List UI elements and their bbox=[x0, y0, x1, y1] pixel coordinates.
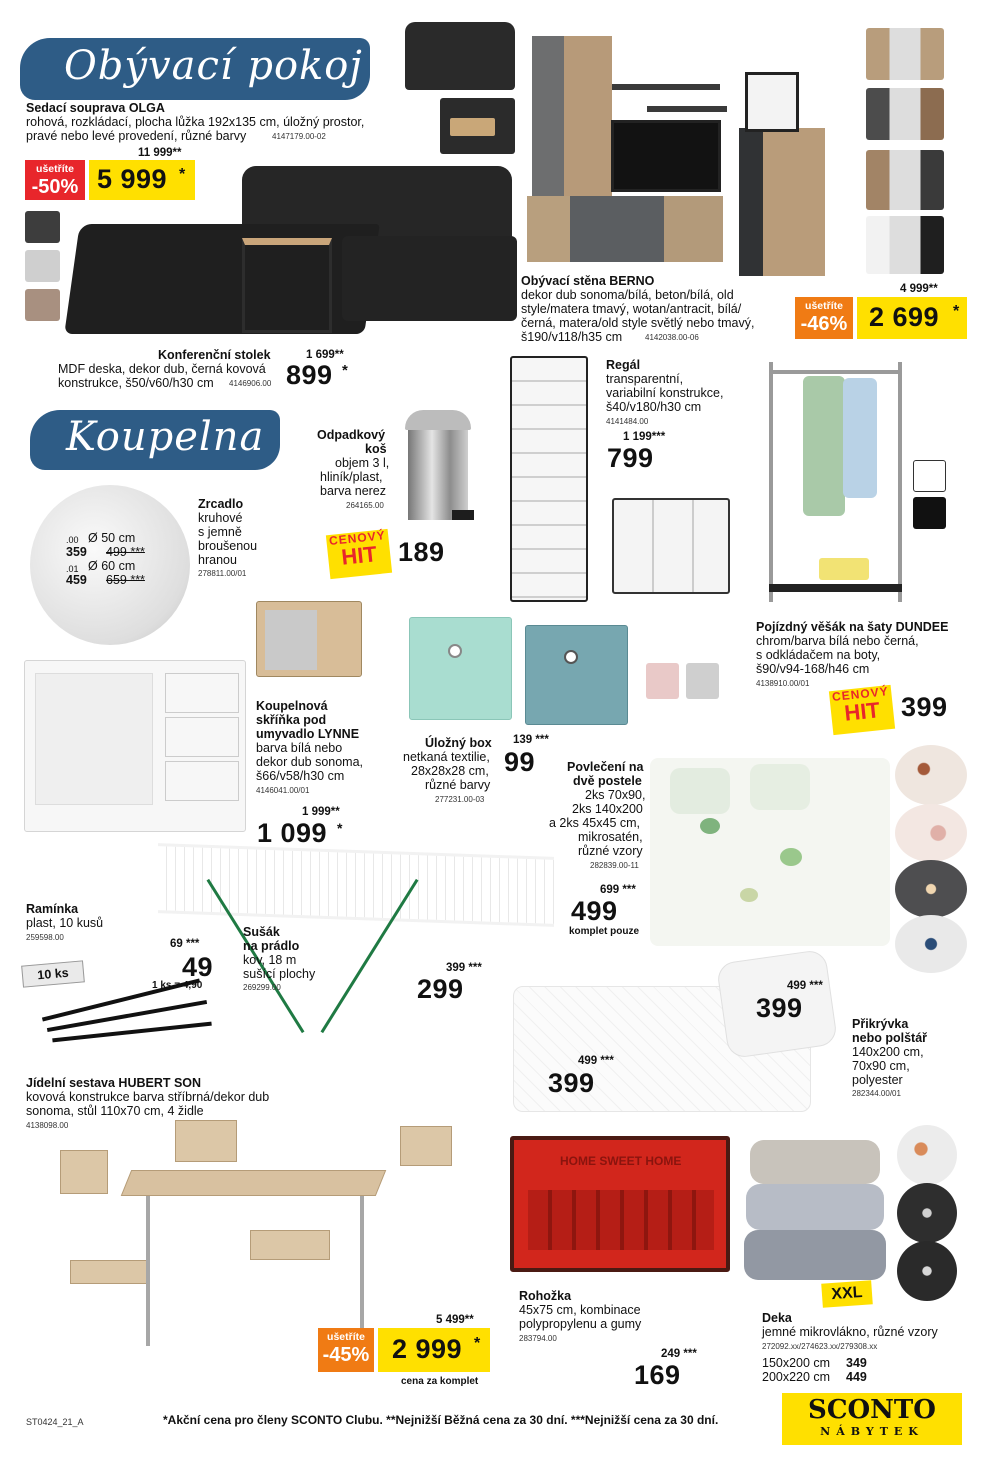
hubert-name: Jídelní sestava HUBERT SON bbox=[26, 1076, 202, 1090]
vesak-price-hit-badge bbox=[829, 685, 895, 735]
susak-name-1: Sušák bbox=[243, 925, 280, 939]
vesak-code: 4138910.00/01 bbox=[756, 679, 810, 688]
rohozka-mat-text: HOME SWEET HOME bbox=[560, 1154, 682, 1168]
rohozka-old-price: 249 *** bbox=[661, 1348, 697, 1360]
olga-color-swatch-light[interactable] bbox=[25, 250, 60, 282]
kos-trash-can-image bbox=[400, 410, 478, 525]
lynne-oak-cabinet-image bbox=[256, 601, 362, 677]
rohozka-price: 169 bbox=[634, 1360, 681, 1390]
zrcadlo-row1-size: Ø 50 cm bbox=[88, 531, 136, 545]
berno-variant-2-image bbox=[866, 88, 944, 140]
prikryvka-desc-3: polyester bbox=[852, 1073, 903, 1087]
lynne-price: 1 099 bbox=[257, 818, 328, 848]
regal-shelf-image bbox=[510, 356, 588, 602]
berno-variant-4-image bbox=[866, 216, 944, 274]
box-blue-image bbox=[525, 625, 628, 725]
susak-desc-2: sušící plochy bbox=[243, 967, 316, 981]
zrcadlo-row2-price: 459 bbox=[66, 573, 87, 587]
footer-note: *Akční cena pro členy SCONTO Clubu. **Nejnižší Běžná cena za 30 dní. ***Nejnižší cena za 30 dní. bbox=[163, 1413, 719, 1427]
zrcadlo-row2-code: .01 bbox=[66, 564, 79, 574]
vesak-hit-big: HIT bbox=[843, 697, 882, 726]
olga-price: 5 999 bbox=[97, 164, 168, 194]
lynne-name-2: skříňka pod bbox=[256, 713, 327, 727]
lynne-old-price: 1 999** bbox=[302, 806, 340, 818]
deka-xxl-badge: XXL bbox=[821, 1280, 873, 1307]
zrcadlo-row1-price: 359 bbox=[66, 545, 87, 559]
povleceni-name-2: dvě postele bbox=[573, 774, 642, 788]
berno-desc-1: dekor dub sonoma/bílá, beton/bílá, old bbox=[521, 288, 734, 302]
vesak-hit-small: CENOVÝ bbox=[831, 684, 890, 705]
vesak-desc-1: chrom/barva bílá nebo černá, bbox=[756, 634, 919, 648]
prikryvka-pillow-old-price: 499 *** bbox=[787, 980, 823, 992]
berno-old-price: 4 999** bbox=[900, 283, 938, 295]
box-desc-3: různé barvy bbox=[425, 778, 491, 792]
lynne-name-1: Koupelnová bbox=[256, 699, 328, 713]
olga-price-star: * bbox=[179, 166, 186, 183]
deka-pattern-3-image bbox=[897, 1241, 957, 1301]
hubert-old-price: 5 499** bbox=[436, 1314, 474, 1326]
lynne-price-star: * bbox=[337, 820, 343, 836]
prikryvka-duvet-price: 399 bbox=[548, 1068, 595, 1098]
rohozka-code: 283794.00 bbox=[519, 1334, 557, 1343]
kos-desc-3: barva nerez bbox=[320, 484, 387, 498]
hubert-price-box bbox=[378, 1328, 490, 1372]
susak-old-price: 399 *** bbox=[446, 962, 482, 974]
berno-save-pct: -46% bbox=[800, 313, 848, 335]
povleceni-desc-2: 2ks 140x200 bbox=[572, 802, 643, 816]
regal-desc-2: variabilní konstrukce, bbox=[606, 386, 724, 400]
hubert-desc-1: kovová konstrukce barva stříbrná/dekor dub bbox=[26, 1090, 270, 1104]
regal-old-price: 1 199*** bbox=[623, 431, 666, 443]
box-desc-2: 28x28x28 cm, bbox=[411, 764, 489, 778]
box-mint-image bbox=[409, 617, 512, 720]
povleceni-code: 282839.00-11 bbox=[590, 861, 639, 870]
lynne-desc-3: š66/v58/h30 cm bbox=[256, 769, 345, 783]
rohozka-desc-2: polypropylenu a gumy bbox=[519, 1317, 642, 1331]
rohozka-desc-1: 45x75 cm, kombinace bbox=[519, 1303, 641, 1317]
povleceni-pattern-2-image bbox=[895, 804, 967, 862]
hubert-price: 2 999 bbox=[392, 1334, 463, 1364]
box-old-price: 139 *** bbox=[513, 734, 549, 746]
regal-desc-3: š40/v180/h30 cm bbox=[606, 400, 702, 414]
berno-price: 2 699 bbox=[869, 302, 940, 332]
regal-code: 4141484.00 bbox=[606, 417, 649, 426]
deka-price-2: 449 bbox=[846, 1370, 867, 1384]
section-banner-living-room bbox=[20, 38, 370, 100]
sconto-logo-top: SCONTO bbox=[808, 1395, 936, 1425]
hubert-save-badge bbox=[318, 1328, 374, 1372]
lynne-code: 4146041.00/01 bbox=[256, 786, 310, 795]
berno-desc-3: černá, matera/old style světlý nebo tmavý, bbox=[521, 316, 755, 330]
lynne-white-cabinet-image bbox=[24, 660, 246, 832]
berno-desc-4: š190/v118/h35 cm bbox=[521, 330, 623, 344]
povleceni-desc-4: mikrosatén, bbox=[578, 830, 643, 844]
section-title-bathroom: Koupelna bbox=[66, 414, 265, 460]
lynne-desc-2: dekor dub sonoma, bbox=[256, 755, 364, 769]
box-color-swatch-grey[interactable] bbox=[686, 663, 719, 699]
prikryvka-name-1: Přikrývka bbox=[852, 1017, 909, 1031]
zrcadlo-row2-old: 659 *** bbox=[106, 573, 145, 587]
olga-save-pct: -50% bbox=[31, 176, 79, 198]
raminka-price: 49 bbox=[182, 952, 214, 982]
susak-price: 299 bbox=[417, 974, 464, 1004]
hubert-note: cena za komplet bbox=[401, 1376, 479, 1387]
lynne-name-3: umyvadlo LYNNE bbox=[256, 727, 360, 741]
regal-desc-1: transparentní, bbox=[606, 372, 684, 386]
olga-desc-2: pravé nebo levé provedení, různé barvy bbox=[26, 129, 247, 143]
stolek-name: Konferenční stolek bbox=[158, 348, 271, 362]
berno-wall-unit-image bbox=[527, 24, 827, 274]
deka-price-1: 349 bbox=[846, 1356, 867, 1370]
povleceni-desc-5: různé vzory bbox=[578, 844, 643, 858]
zrcadlo-desc-3: broušenou bbox=[198, 539, 258, 553]
prikryvka-code: 282344.00/01 bbox=[852, 1089, 901, 1098]
lynne-desc-1: barva bílá nebo bbox=[256, 741, 343, 755]
raminka-old-price: 69 *** bbox=[170, 938, 200, 950]
box-desc-1: netkaná textilie, bbox=[403, 750, 490, 764]
prikryvka-desc-1: 140x200 cm, bbox=[852, 1045, 924, 1059]
kos-desc-1: objem 3 l, bbox=[335, 456, 390, 470]
zrcadlo-desc-1: kruhové bbox=[198, 511, 243, 525]
kos-hit-small: CENOVÝ bbox=[328, 528, 387, 549]
deka-pattern-2-image bbox=[897, 1183, 957, 1243]
berno-price-star: * bbox=[953, 303, 960, 320]
box-code: 277231.00-03 bbox=[435, 795, 485, 804]
olga-save-label: ušetříte bbox=[36, 163, 74, 175]
stolek-desc-1: MDF deska, dekor dub, černá kovová bbox=[58, 362, 266, 376]
deka-code: 272092.xx/274623.xx/279308.xx bbox=[762, 1342, 878, 1351]
povleceni-name-1: Povlečení na bbox=[567, 760, 644, 774]
deka-pattern-1-image bbox=[897, 1125, 957, 1185]
olga-color-swatch-brown[interactable] bbox=[25, 289, 60, 321]
deka-name: Deka bbox=[762, 1311, 792, 1325]
box-name: Úložný box bbox=[425, 736, 492, 750]
vesak-color-swatch-black[interactable] bbox=[913, 497, 946, 529]
hubert-price-star: * bbox=[474, 1335, 481, 1352]
povleceni-pattern-3-image bbox=[895, 860, 967, 918]
deka-size-2: 200x220 cm bbox=[762, 1370, 831, 1384]
povleceni-note: komplet pouze bbox=[569, 926, 640, 937]
sofa-storage-detail-image bbox=[440, 98, 515, 154]
susak-desc-1: kov, 18 m bbox=[243, 953, 297, 967]
zrcadlo-code: 278811.00/01 bbox=[198, 569, 247, 578]
olga-color-swatch-dark[interactable] bbox=[25, 211, 60, 243]
stolek-price: 899 bbox=[286, 360, 333, 390]
povleceni-desc-1: 2ks 70x90, bbox=[585, 788, 646, 802]
deka-desc: jemné mikrovlákno, různé vzory bbox=[762, 1325, 938, 1339]
hubert-code: 4138098.00 bbox=[26, 1121, 69, 1130]
berno-variant-1-image bbox=[866, 28, 944, 80]
box-color-swatch-pink[interactable] bbox=[646, 663, 679, 699]
section-banner-bathroom bbox=[30, 410, 280, 470]
zrcadlo-row2-size: Ø 60 cm bbox=[88, 559, 136, 573]
stolek-price-star: * bbox=[342, 362, 348, 379]
box-price: 99 bbox=[504, 747, 536, 777]
berno-variant-3-image bbox=[866, 150, 944, 210]
zrcadlo-row1-code: .00 bbox=[66, 535, 79, 545]
povleceni-pattern-4-image bbox=[895, 915, 967, 973]
hubert-save-pct: -45% bbox=[322, 1344, 370, 1366]
vesak-price: 399 bbox=[901, 692, 948, 722]
kos-price-hit-badge bbox=[326, 529, 392, 579]
vesak-rack-image bbox=[763, 362, 911, 618]
susak-code: 269299.00 bbox=[243, 983, 281, 992]
kos-name-2: koš bbox=[365, 442, 387, 456]
olga-code: 4147179.00-02 bbox=[272, 132, 326, 141]
olga-old-price: 11 999** bbox=[138, 147, 182, 159]
olga-sofa-image bbox=[72, 166, 520, 350]
prikryvka-name-2: nebo polštář bbox=[852, 1031, 928, 1045]
vesak-name: Pojízdný věšák na šaty DUNDEE bbox=[756, 620, 949, 634]
zrcadlo-name: Zrcadlo bbox=[198, 497, 244, 511]
zrcadlo-desc-2: s jemně bbox=[198, 525, 242, 539]
berno-save-badge bbox=[795, 297, 853, 339]
raminka-unit-price: 1 ks = 4,90 bbox=[152, 980, 203, 991]
vesak-desc-2: s odkládačem na boty, bbox=[756, 648, 881, 662]
susak-dryer-image bbox=[158, 836, 558, 1052]
berno-save-label: ušetříte bbox=[805, 300, 843, 312]
prikryvka-desc-2: 70x90 cm, bbox=[852, 1059, 910, 1073]
rohozka-name: Rohožka bbox=[519, 1289, 572, 1303]
prikryvka-duvet-old-price: 499 *** bbox=[578, 1055, 614, 1067]
sofa-bed-detail-image bbox=[405, 22, 515, 90]
susak-name-2: na prádlo bbox=[243, 939, 300, 953]
kos-hit-big: HIT bbox=[340, 541, 379, 570]
deka-size-1: 150x200 cm bbox=[762, 1356, 831, 1370]
vesak-color-swatch-white[interactable] bbox=[913, 460, 946, 492]
regal-shoe-rack-image bbox=[612, 498, 730, 594]
berno-price-box bbox=[857, 297, 967, 339]
zrcadlo-row1-old: 499 *** bbox=[106, 545, 145, 559]
regal-price: 799 bbox=[607, 443, 654, 473]
povleceni-desc-3: a 2ks 45x45 cm, bbox=[549, 816, 641, 830]
section-title-living-room: Obývací pokoj bbox=[64, 43, 363, 89]
berno-code: 4142038.00-06 bbox=[645, 333, 699, 342]
raminka-name: Ramínka bbox=[26, 902, 79, 916]
kos-code: 264165.00 bbox=[346, 501, 384, 510]
hubert-save-label: ušetříte bbox=[327, 1331, 365, 1343]
kos-price: 189 bbox=[398, 537, 445, 567]
berno-name: Obývací stěna BERNO bbox=[521, 274, 655, 288]
zrcadlo-desc-4: hranou bbox=[198, 553, 237, 567]
povleceni-bedding-image bbox=[650, 758, 890, 946]
kos-desc-2: hliník/plast, bbox=[320, 470, 383, 484]
olga-name: Sedací souprava OLGA bbox=[26, 101, 165, 115]
berno-desc-2: style/matera tmavý, wotan/antracit, bílá/ bbox=[521, 302, 742, 316]
kos-name-1: Odpadkový bbox=[317, 428, 386, 442]
povleceni-price: 499 bbox=[571, 896, 618, 926]
olga-desc-1: rohová, rozkládací, plocha lůžka 192x135 cm, úložný prostor, bbox=[26, 115, 365, 129]
deka-blankets-image bbox=[740, 1136, 890, 1288]
sconto-logo-bottom: NÁBYTEK bbox=[820, 1425, 924, 1438]
stolek-old-price: 1 699** bbox=[306, 349, 344, 361]
povleceni-pattern-1-image bbox=[895, 745, 967, 805]
povleceni-old-price: 699 *** bbox=[600, 884, 636, 896]
regal-name: Regál bbox=[606, 358, 641, 372]
hubert-desc-2: sonoma, stůl 110x70 cm, 4 židle bbox=[26, 1104, 204, 1118]
rohozka-mat-image bbox=[510, 1136, 730, 1272]
stolek-code: 4146906.00 bbox=[229, 379, 272, 388]
raminka-tag: 10 ks bbox=[21, 960, 85, 987]
stolek-desc-2: konstrukce, š50/v60/h30 cm bbox=[58, 376, 214, 390]
raminka-code: 259598.00 bbox=[26, 933, 64, 942]
footer-page-code: ST0424_21_A bbox=[26, 1417, 84, 1427]
raminka-desc: plast, 10 kusů bbox=[26, 916, 104, 930]
vesak-desc-3: š90/v94-168/h46 cm bbox=[756, 662, 870, 676]
prikryvka-pillow-price: 399 bbox=[756, 993, 803, 1023]
sconto-logo bbox=[782, 1393, 962, 1445]
